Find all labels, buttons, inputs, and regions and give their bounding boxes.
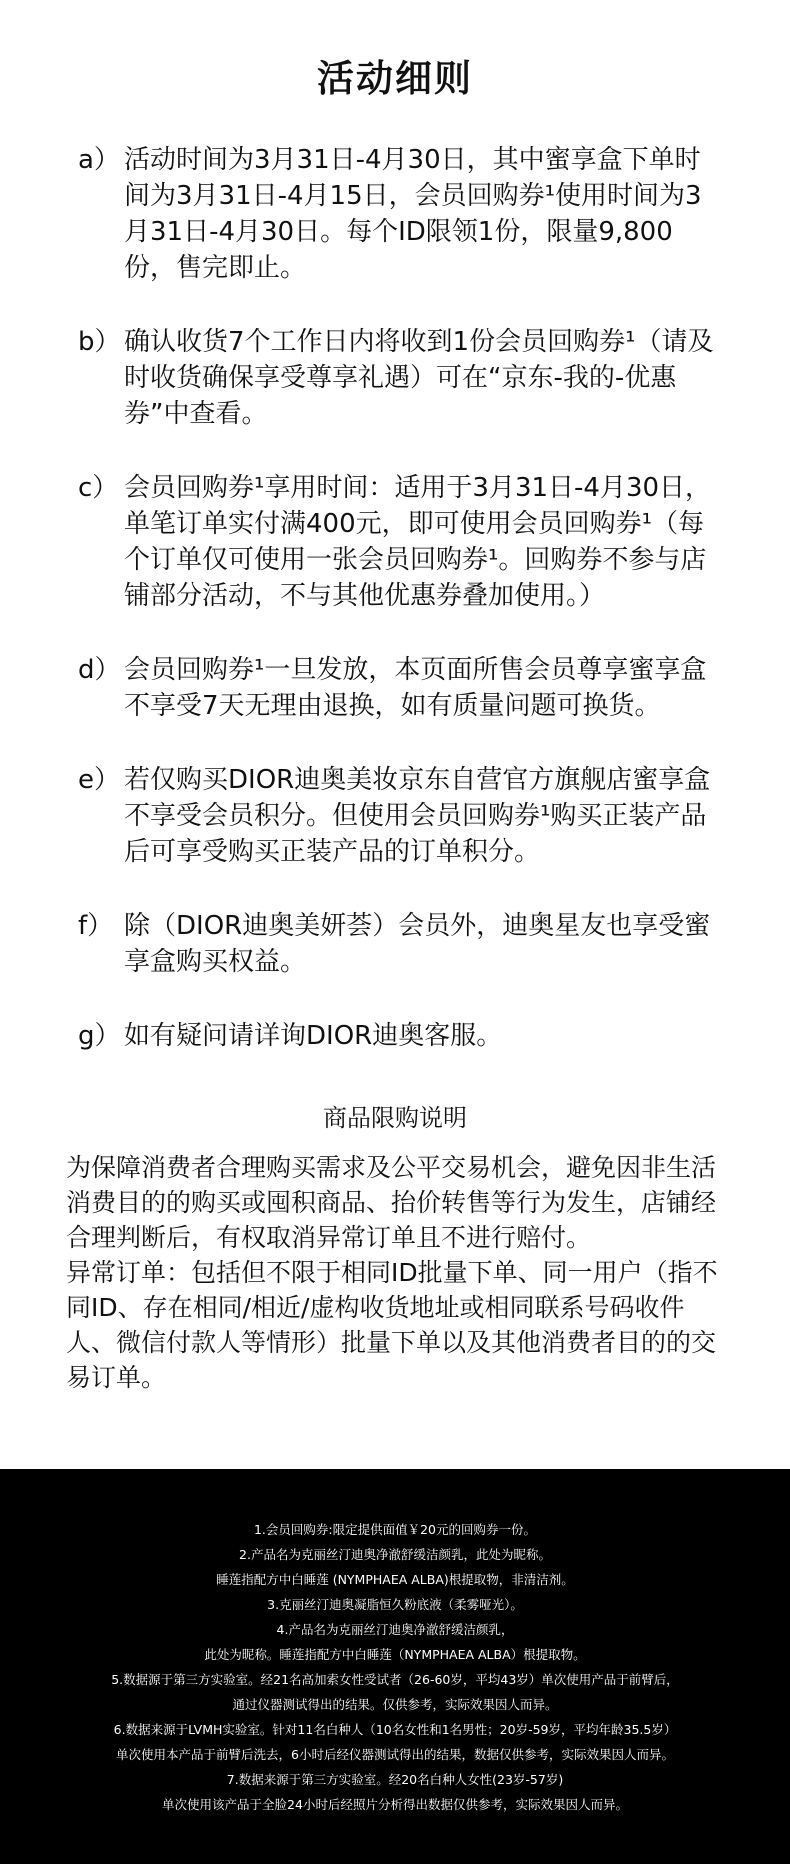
rule-letter: g） (78, 1021, 121, 1051)
rule-text: 会员回购券¹一旦发放，本页面所售会员尊享蜜享盒不享受7天无理由退换，如有质量问题可换货。 (124, 655, 707, 721)
footnote-line: 单次使用该产品于全脸24小时后经照片分析得出数据仅供参考，实际效果因人而异。 (162, 1797, 628, 1812)
rule-letter: c） (78, 473, 119, 503)
footnote-line: 7.数据来源于第三方实验室。经20名白种人女性(23岁-57岁) (226, 1772, 564, 1787)
rule-text: 会员回购券¹享用时间：适用于3月31日-4月30日，单笔订单实付满400元，即可使用会员回购券¹（每个订单仅可使用一张会员回购券¹。回购券不参与店铺部分活动，不与其他优惠券叠加使用。） (124, 473, 712, 611)
rule-text: 如有疑问请详询DIOR迪奥客服。 (124, 1021, 503, 1051)
rule-text: 若仅购买DIOR迪奥美妆京东自营官方旗舰店蜜享盒不享受会员积分。但使用会员回购券¹购买正装产品后可享受购买正装产品的订单积分。 (124, 765, 711, 867)
abnormal-order-paragraph: 异常订单：包括但不限于相同ID批量下单、同一用户（指不同ID、存在相同/相近/虚构收货地址或相同联系号码收件人、微信付款人等情形）批量下单以及其他消费者目的的交易订单。 (66, 1258, 718, 1392)
rule-letter: e） (78, 765, 120, 795)
rule-d (78, 652, 718, 724)
footnotes-list (0, 1469, 790, 1817)
footnote-line: 单次使用本产品于前臂后洗去，6小时后经仪器测试得出的结果，数据仅供参考，实际效果因人而异。 (116, 1747, 674, 1762)
purchase-limit-body (66, 1150, 732, 1395)
rule-a (78, 142, 718, 286)
page-title: 活动细则 (317, 57, 473, 100)
rule-f (78, 908, 718, 980)
footnote-line: 睡莲指配方中白睡莲 (NYMPHAEA ALBA)根提取物，非清洁剂。 (216, 1572, 574, 1587)
rule-letter: d） (78, 655, 121, 685)
footnotes-panel (0, 1469, 790, 1864)
rule-letter: f） (78, 911, 114, 941)
rule-text: 除（DIOR迪奥美妍荟）会员外，迪奥星友也享受蜜享盒购买权益。 (124, 911, 711, 977)
purchase-limit-paragraph: 为保障消费者合理购买需求及公平交易机会，避免因非生活消费目的的购买或囤积商品、抬价转售等行为发生，店铺经合理判断后，有权取消异常订单且不进行赔付。 (66, 1153, 717, 1252)
footnote-line: 4.产品名为克丽丝汀迪奥净澈舒缓洁颜乳， (276, 1622, 514, 1637)
rule-letter: a） (78, 145, 120, 175)
footnote-line: 6.数据来源于LVMH实验室。针对11名白种人（10名女性和1名男性；20岁-59岁，平均年龄35.5岁） (113, 1722, 677, 1737)
rule-text: 活动时间为3月31日-4月30日，其中蜜享盒下单时间为3月31日-4月15日，会员回购券¹使用时间为3月31日-4月30日。每个ID限领1份，限量9,800份，售完即止。 (124, 145, 702, 283)
rule-g (78, 1018, 718, 1054)
rule-c (78, 470, 718, 614)
footnote-line: 3.克丽丝汀迪奥凝脂恒久粉底液（柔雾哑光）。 (267, 1597, 523, 1612)
footnote-line: 2.产品名为克丽丝汀迪奥净澈舒缓洁颜乳，此处为昵称。 (239, 1547, 551, 1562)
footnote-line: 5.数据源于第三方实验室。经21名高加索女性受试者（26-60岁，平均43岁）单次使用产品于前臂后， (111, 1672, 679, 1687)
rule-b (78, 324, 718, 432)
rule-letter: b） (78, 327, 121, 357)
rule-e (78, 762, 718, 870)
footnote-line: 1.会员回购券:限定提供面值￥20元的回购券一份。 (253, 1522, 537, 1537)
rule-text: 确认收货7个工作日内将收到1份会员回购券¹（请及时收货确保享受尊享礼遇）可在“京东-我的-优惠券”中查看。 (124, 327, 714, 429)
purchase-limit-title: 商品限购说明 (323, 1104, 467, 1132)
footnote-line: 此处为昵称。睡莲指配方中白睡莲（NYMPHAEA ALBA）根提取物。 (204, 1647, 586, 1662)
footnote-line: 通过仪器测试得出的结果。仅供参考，实际效果因人而异。 (232, 1697, 558, 1712)
rules-list (78, 142, 718, 1092)
